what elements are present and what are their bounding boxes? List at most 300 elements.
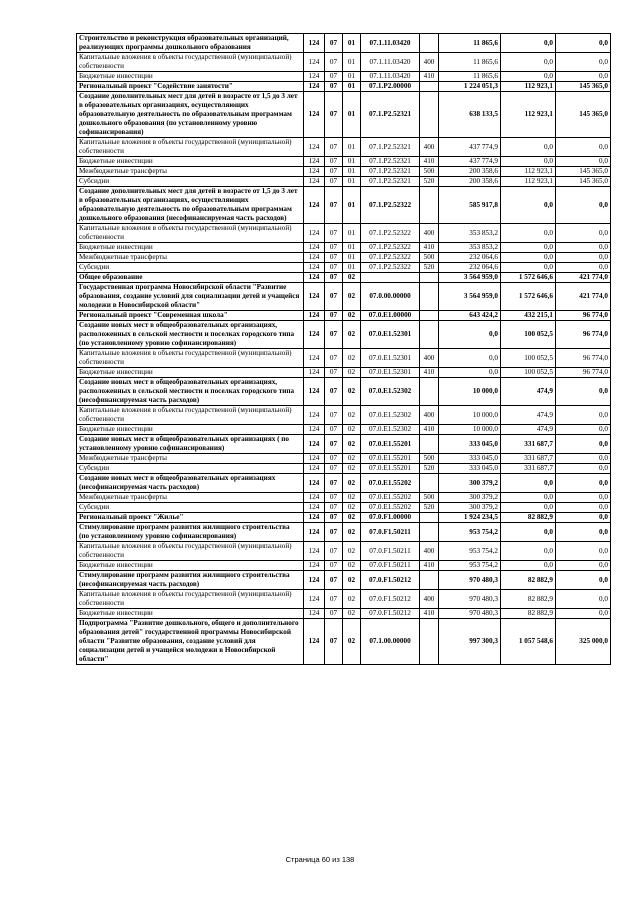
row-section-code: 07 [325, 34, 343, 53]
row-target-item-code: 07.0.E1.55201 [361, 435, 420, 454]
row-amount-3: 0,0 [556, 378, 611, 406]
row-amount-2: 1 572 646,6 [501, 283, 556, 311]
row-section-code: 07 [325, 590, 343, 609]
row-subsection-code: 02 [343, 561, 361, 571]
row-subsection-code: 02 [343, 368, 361, 378]
row-expense-type-code: 410 [420, 243, 439, 253]
row-amount-2: 331 687,7 [501, 454, 556, 464]
row-expense-type-code: 400 [420, 542, 439, 561]
row-amount-2: 82 882,9 [501, 590, 556, 609]
row-amount-1: 353 853,2 [439, 224, 501, 243]
row-target-item-code: 07.0.F1.50212 [361, 571, 420, 590]
row-name: Общее образование [77, 273, 304, 283]
row-target-item-code: 07.1.P2.52321 [361, 138, 420, 157]
row-amount-1: 970 480,3 [439, 571, 501, 590]
row-name: Стимулирование программ развития жилищного строительства (несофинансируемая часть расходов) [77, 571, 304, 590]
row-ved-code: 124 [304, 34, 325, 53]
row-subsection-code: 02 [343, 590, 361, 609]
row-expense-type-code: 400 [420, 224, 439, 243]
row-amount-2: 1 057 548,6 [501, 619, 556, 665]
row-amount-3: 0,0 [556, 493, 611, 503]
row-amount-1: 232 064,6 [439, 253, 501, 263]
row-amount-3: 0,0 [556, 571, 611, 590]
row-expense-type-code: 500 [420, 454, 439, 464]
row-ved-code: 124 [304, 406, 325, 425]
row-section-code: 07 [325, 435, 343, 454]
row-amount-2: 0,0 [501, 138, 556, 157]
row-section-code: 07 [325, 493, 343, 503]
row-amount-1: 10 000,0 [439, 406, 501, 425]
row-target-item-code: 07.0.E1.55202 [361, 493, 420, 503]
row-ved-code: 124 [304, 311, 325, 321]
row-amount-3: 96 774,0 [556, 368, 611, 378]
row-amount-1: 10 000,0 [439, 425, 501, 435]
row-ved-code: 124 [304, 243, 325, 253]
table-row [77, 368, 611, 378]
row-expense-type-code [420, 513, 439, 523]
row-expense-type-code: 500 [420, 167, 439, 177]
row-amount-2: 0,0 [501, 523, 556, 542]
row-amount-3: 0,0 [556, 590, 611, 609]
row-amount-1: 970 480,3 [439, 590, 501, 609]
row-target-item-code: 07.0.E1.52302 [361, 378, 420, 406]
row-name: Межбюджетные трансферты [77, 167, 304, 177]
row-ved-code: 124 [304, 571, 325, 590]
row-expense-type-code: 410 [420, 609, 439, 619]
row-amount-3: 0,0 [556, 187, 611, 224]
table-row [77, 311, 611, 321]
row-amount-2: 0,0 [501, 263, 556, 273]
row-target-item-code: 07.0.E1.52301 [361, 321, 420, 349]
row-subsection-code: 02 [343, 321, 361, 349]
row-target-item-code: 07.0.E1.52302 [361, 425, 420, 435]
table-row [77, 406, 611, 425]
row-amount-2: 112 923,1 [501, 82, 556, 92]
row-target-item-code: 07.0.F1.50212 [361, 609, 420, 619]
row-subsection-code: 02 [343, 523, 361, 542]
row-target-item-code: 07.0.00.00000 [361, 283, 420, 311]
row-subsection-code: 01 [343, 263, 361, 273]
row-amount-1: 333 045,0 [439, 435, 501, 454]
row-amount-3: 325 000,0 [556, 619, 611, 665]
row-amount-1: 638 133,5 [439, 92, 501, 138]
row-ved-code: 124 [304, 523, 325, 542]
row-name: Бюджетные инвестиции [77, 243, 304, 253]
table-row [77, 243, 611, 253]
row-name: Бюджетные инвестиции [77, 72, 304, 82]
row-name: Создание дополнительных мест для детей в возрасте от 1,5 до 3 лет в образовательных организациях, осуществляющих образовательную деятельность по образовательным программам дошкольного образования (несофинансируемая часть расходов) [77, 187, 304, 224]
budget-rows [77, 34, 611, 665]
row-amount-1: 3 564 959,0 [439, 273, 501, 283]
row-amount-2: 0,0 [501, 53, 556, 72]
table-row [77, 273, 611, 283]
row-amount-2: 100 052,5 [501, 321, 556, 349]
row-target-item-code: 07.1.P2.52321 [361, 177, 420, 187]
row-amount-3: 0,0 [556, 138, 611, 157]
row-subsection-code: 02 [343, 493, 361, 503]
row-expense-type-code: 400 [420, 53, 439, 72]
row-amount-3: 0,0 [556, 406, 611, 425]
row-ved-code: 124 [304, 224, 325, 243]
row-target-item-code: 07.0.E1.55202 [361, 474, 420, 493]
row-amount-2: 82 882,9 [501, 609, 556, 619]
row-ved-code: 124 [304, 157, 325, 167]
row-amount-1: 997 300,3 [439, 619, 501, 665]
row-target-item-code: 07.1.P2.52322 [361, 243, 420, 253]
row-name: Капитальные вложения в объекты государственной (муниципальной) собственности [77, 53, 304, 72]
row-name: Субсидии [77, 177, 304, 187]
table-row [77, 523, 611, 542]
table-row [77, 571, 611, 590]
row-amount-3: 421 774,0 [556, 283, 611, 311]
table-row [77, 187, 611, 224]
row-amount-3: 0,0 [556, 542, 611, 561]
row-amount-1: 0,0 [439, 321, 501, 349]
row-name: Создание новых мест в общеобразовательных организациях (несофинансируемая часть расходов) [77, 474, 304, 493]
row-amount-3: 0,0 [556, 53, 611, 72]
row-name: Государственная программа Новосибирской области "Развитие образования, создание условий для социализации детей и учащейся молодежи в Новосибирской области" [77, 283, 304, 311]
table-row [77, 349, 611, 368]
row-expense-type-code: 410 [420, 425, 439, 435]
row-amount-2: 0,0 [501, 72, 556, 82]
row-target-item-code: 07.0.F1.50211 [361, 542, 420, 561]
row-amount-3: 145 365,0 [556, 92, 611, 138]
row-amount-3: 96 774,0 [556, 311, 611, 321]
row-target-item-code: 07.0.E1.00000 [361, 311, 420, 321]
row-amount-2: 474,9 [501, 425, 556, 435]
row-name: Бюджетные инвестиции [77, 368, 304, 378]
row-amount-2: 474,9 [501, 406, 556, 425]
row-ved-code: 124 [304, 435, 325, 454]
row-ved-code: 124 [304, 368, 325, 378]
row-ved-code: 124 [304, 619, 325, 665]
row-name: Создание новых мест в общеобразовательных организациях, расположенных в сельской местности и поселках городского типа (по установленному уровню софинансирования) [77, 321, 304, 349]
table-row [77, 435, 611, 454]
row-amount-2: 82 882,9 [501, 571, 556, 590]
row-section-code: 07 [325, 82, 343, 92]
row-amount-1: 232 064,6 [439, 263, 501, 273]
row-expense-type-code [420, 82, 439, 92]
row-expense-type-code: 520 [420, 263, 439, 273]
row-ved-code: 124 [304, 53, 325, 72]
row-amount-3: 0,0 [556, 454, 611, 464]
row-expense-type-code [420, 523, 439, 542]
row-amount-3: 0,0 [556, 609, 611, 619]
row-expense-type-code [420, 619, 439, 665]
row-expense-type-code [420, 474, 439, 493]
row-name: Подпрограмма "Развитие дошкольного, общего и дополнительного образования детей" государственной программы Новосибирской области "Развитие образования, создание условий для социализации детей и учащейся молодежи в Новосибирской области" [77, 619, 304, 665]
row-amount-2: 0,0 [501, 561, 556, 571]
row-amount-2: 112 923,1 [501, 167, 556, 177]
row-amount-2: 0,0 [501, 187, 556, 224]
row-amount-3: 96 774,0 [556, 349, 611, 368]
row-amount-3: 0,0 [556, 224, 611, 243]
row-amount-3: 0,0 [556, 561, 611, 571]
row-section-code: 07 [325, 273, 343, 283]
row-expense-type-code: 400 [420, 138, 439, 157]
row-name: Бюджетные инвестиции [77, 425, 304, 435]
row-amount-3: 0,0 [556, 435, 611, 454]
row-subsection-code: 01 [343, 72, 361, 82]
row-ved-code: 124 [304, 474, 325, 493]
row-expense-type-code [420, 92, 439, 138]
row-ved-code: 124 [304, 425, 325, 435]
row-expense-type-code: 410 [420, 72, 439, 82]
row-amount-2: 432 215,1 [501, 311, 556, 321]
row-amount-3: 0,0 [556, 263, 611, 273]
row-amount-3: 0,0 [556, 474, 611, 493]
row-name: Бюджетные инвестиции [77, 157, 304, 167]
row-subsection-code: 02 [343, 513, 361, 523]
page-number: Страница 60 из 138 [285, 855, 355, 864]
row-ved-code: 124 [304, 590, 325, 609]
row-ved-code: 124 [304, 72, 325, 82]
row-amount-3: 421 774,0 [556, 273, 611, 283]
row-expense-type-code [420, 571, 439, 590]
row-amount-1: 0,0 [439, 368, 501, 378]
row-amount-2: 0,0 [501, 243, 556, 253]
row-subsection-code: 01 [343, 157, 361, 167]
row-expense-type-code: 520 [420, 464, 439, 474]
table-row [77, 157, 611, 167]
table-row [77, 503, 611, 513]
row-section-code: 07 [325, 263, 343, 273]
row-expense-type-code: 400 [420, 406, 439, 425]
row-subsection-code: 02 [343, 273, 361, 283]
table-row [77, 253, 611, 263]
row-target-item-code: 07.1.P2.52322 [361, 187, 420, 224]
row-target-item-code: 07.0.E1.52302 [361, 406, 420, 425]
row-section-code: 07 [325, 157, 343, 167]
row-expense-type-code [420, 273, 439, 283]
row-target-item-code [361, 273, 420, 283]
row-subsection-code: 01 [343, 92, 361, 138]
row-expense-type-code [420, 378, 439, 406]
row-ved-code: 124 [304, 92, 325, 138]
row-name: Капитальные вложения в объекты государственной (муниципальной) собственности [77, 542, 304, 561]
row-amount-2: 100 052,5 [501, 349, 556, 368]
table-row [77, 167, 611, 177]
table-row [77, 263, 611, 273]
row-target-item-code: 07.1.P2.00000 [361, 82, 420, 92]
row-amount-1: 1 924 234,5 [439, 513, 501, 523]
row-target-item-code: 07.0.E1.55201 [361, 454, 420, 464]
row-amount-2: 331 687,7 [501, 435, 556, 454]
row-amount-1: 333 045,0 [439, 464, 501, 474]
row-subsection-code: 02 [343, 349, 361, 368]
row-subsection-code: 02 [343, 503, 361, 513]
row-amount-1: 953 754,2 [439, 561, 501, 571]
row-section-code: 07 [325, 513, 343, 523]
table-row [77, 425, 611, 435]
row-section-code: 07 [325, 609, 343, 619]
row-name: Бюджетные инвестиции [77, 609, 304, 619]
table-row [77, 590, 611, 609]
row-amount-1: 643 424,2 [439, 311, 501, 321]
row-expense-type-code [420, 321, 439, 349]
row-expense-type-code: 410 [420, 561, 439, 571]
row-subsection-code: 01 [343, 138, 361, 157]
table-row [77, 493, 611, 503]
row-amount-1: 953 754,2 [439, 523, 501, 542]
row-amount-2: 474,9 [501, 378, 556, 406]
row-amount-3: 0,0 [556, 157, 611, 167]
row-subsection-code: 02 [343, 609, 361, 619]
row-name: Создание новых мест в общеобразовательных организациях, расположенных в сельской местности и поселках городского типа (несофинансируемая часть расходов) [77, 378, 304, 406]
row-ved-code: 124 [304, 493, 325, 503]
row-ved-code: 124 [304, 273, 325, 283]
table-row [77, 72, 611, 82]
row-name: Региональный проект "Содействие занятости" [77, 82, 304, 92]
row-name: Стимулирование программ развития жилищного строительства (по установленному уровню софинансирования) [77, 523, 304, 542]
table-row [77, 177, 611, 187]
row-expense-type-code: 400 [420, 349, 439, 368]
row-amount-1: 0,0 [439, 349, 501, 368]
row-amount-1: 11 865,6 [439, 34, 501, 53]
row-ved-code: 124 [304, 321, 325, 349]
budget-sheet [76, 33, 610, 665]
table-row [77, 82, 611, 92]
row-name: Субсидии [77, 263, 304, 273]
row-section-code: 07 [325, 72, 343, 82]
row-target-item-code: 07.0.F1.50212 [361, 590, 420, 609]
row-subsection-code: 01 [343, 167, 361, 177]
row-amount-3: 96 774,0 [556, 321, 611, 349]
row-expense-type-code [420, 34, 439, 53]
row-ved-code: 124 [304, 283, 325, 311]
row-subsection-code: 01 [343, 253, 361, 263]
row-expense-type-code [420, 187, 439, 224]
row-subsection-code: 02 [343, 406, 361, 425]
row-amount-1: 300 379,2 [439, 493, 501, 503]
row-amount-3: 0,0 [556, 34, 611, 53]
row-ved-code: 124 [304, 454, 325, 464]
row-amount-2: 0,0 [501, 542, 556, 561]
table-row [77, 609, 611, 619]
row-ved-code: 124 [304, 513, 325, 523]
table-row [77, 454, 611, 464]
row-name: Бюджетные инвестиции [77, 561, 304, 571]
table-row [77, 34, 611, 53]
row-target-item-code: 07.1.00.00000 [361, 619, 420, 665]
row-expense-type-code [420, 435, 439, 454]
row-amount-3: 0,0 [556, 464, 611, 474]
row-target-item-code: 07.0.F1.50211 [361, 523, 420, 542]
row-ved-code: 124 [304, 253, 325, 263]
row-subsection-code: 01 [343, 243, 361, 253]
row-amount-1: 353 853,2 [439, 243, 501, 253]
row-section-code: 07 [325, 542, 343, 561]
row-section-code: 07 [325, 561, 343, 571]
row-amount-1: 300 379,2 [439, 503, 501, 513]
row-amount-3: 145 365,0 [556, 177, 611, 187]
row-expense-type-code: 410 [420, 368, 439, 378]
row-section-code: 07 [325, 503, 343, 513]
row-section-code: 07 [325, 92, 343, 138]
row-amount-1: 10 000,0 [439, 378, 501, 406]
row-amount-2: 0,0 [501, 157, 556, 167]
row-target-item-code: 07.1.11.03420 [361, 72, 420, 82]
row-target-item-code: 07.1.11.03420 [361, 53, 420, 72]
table-row [77, 138, 611, 157]
row-subsection-code: 02 [343, 619, 361, 665]
row-target-item-code: 07.1.P2.52322 [361, 224, 420, 243]
row-target-item-code: 07.0.F1.50211 [361, 561, 420, 571]
row-amount-1: 3 564 959,0 [439, 283, 501, 311]
row-target-item-code: 07.0.E1.55202 [361, 503, 420, 513]
row-name: Субсидии [77, 464, 304, 474]
row-amount-2: 100 052,5 [501, 368, 556, 378]
row-target-item-code: 07.1.P2.52322 [361, 253, 420, 263]
row-name: Межбюджетные трансферты [77, 493, 304, 503]
row-subsection-code: 01 [343, 177, 361, 187]
row-ved-code: 124 [304, 187, 325, 224]
row-section-code: 07 [325, 619, 343, 665]
row-section-code: 07 [325, 571, 343, 590]
row-subsection-code: 02 [343, 464, 361, 474]
row-amount-2: 0,0 [501, 224, 556, 243]
table-row [77, 224, 611, 243]
row-ved-code: 124 [304, 177, 325, 187]
table-row [77, 283, 611, 311]
row-expense-type-code: 500 [420, 253, 439, 263]
row-section-code: 07 [325, 283, 343, 311]
row-ved-code: 124 [304, 138, 325, 157]
row-target-item-code: 07.1.P2.52321 [361, 157, 420, 167]
row-name: Межбюджетные трансферты [77, 253, 304, 263]
row-section-code: 07 [325, 187, 343, 224]
row-amount-2: 0,0 [501, 34, 556, 53]
row-subsection-code: 01 [343, 187, 361, 224]
row-amount-2: 1 572 646,6 [501, 273, 556, 283]
row-amount-2: 331 687,7 [501, 464, 556, 474]
row-amount-2: 0,0 [501, 474, 556, 493]
row-expense-type-code: 400 [420, 590, 439, 609]
table-row [77, 92, 611, 138]
row-section-code: 07 [325, 53, 343, 72]
row-amount-3: 145 365,0 [556, 167, 611, 177]
row-expense-type-code: 520 [420, 177, 439, 187]
row-ved-code: 124 [304, 609, 325, 619]
row-name: Строительство и реконструкция образовательных организаций, реализующих программы дошкольного образования [77, 34, 304, 53]
row-ved-code: 124 [304, 561, 325, 571]
row-target-item-code: 07.1.P2.52321 [361, 167, 420, 177]
row-ved-code: 124 [304, 349, 325, 368]
row-subsection-code: 01 [343, 224, 361, 243]
row-ved-code: 124 [304, 503, 325, 513]
row-section-code: 07 [325, 177, 343, 187]
row-subsection-code: 01 [343, 34, 361, 53]
row-amount-2: 0,0 [501, 493, 556, 503]
row-amount-3: 0,0 [556, 253, 611, 263]
row-ved-code: 124 [304, 542, 325, 561]
row-section-code: 07 [325, 311, 343, 321]
row-amount-2: 0,0 [501, 253, 556, 263]
row-amount-1: 200 358,6 [439, 177, 501, 187]
row-amount-3: 0,0 [556, 72, 611, 82]
row-amount-1: 437 774,9 [439, 157, 501, 167]
row-amount-2: 112 923,1 [501, 177, 556, 187]
row-amount-1: 437 774,9 [439, 138, 501, 157]
row-amount-1: 300 379,2 [439, 474, 501, 493]
row-name: Региональный проект "Жилье" [77, 513, 304, 523]
row-subsection-code: 02 [343, 542, 361, 561]
table-row [77, 378, 611, 406]
row-amount-1: 1 224 051,3 [439, 82, 501, 92]
row-amount-1: 11 865,6 [439, 72, 501, 82]
row-name: Капитальные вложения в объекты государственной (муниципальной) собственности [77, 349, 304, 368]
row-section-code: 07 [325, 243, 343, 253]
